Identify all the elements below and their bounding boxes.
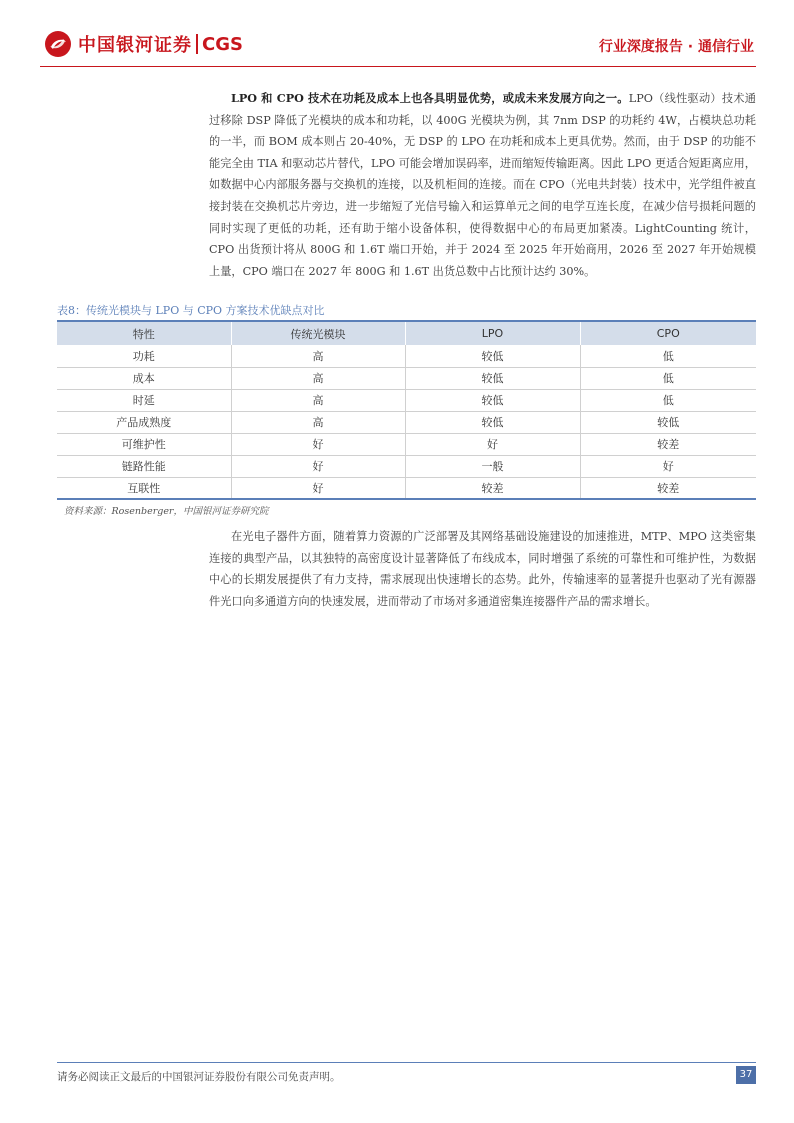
paragraph-body: LPO（线性驱动）技术通过移除 DSP 降低了光模块的成本和功耗，以 400G 光模块为例，其 7nm DSP 的功耗约 4W，占模块总功耗的一半，而 BOM 成本则占 20-40%，无 DSP 的 LPO 在功耗和成本上更具优势。然而，由于 DSP 的功能不能完全由 TIA 和驱动芯片替代，LPO 可能会增加误码率，进而缩短传输距离。因此 LPO 更适合短距离应用，如数据中心内部服务器与交换机的连接，以及机柜间的连接。而在 CPO（光电共封装）技术中，光学组件被直接封装在交换机芯片旁边，进一步缩短了光信号输入和运算单元之间的电学互连长度，在减少信号损耗问题的同时实现了更低的功耗，还有助于缩小设备体积，使得数据中心的布局更加紧凑。LightCounting 统计，CPO 出货预计将从 800G 和 1.6T 端口开始，并于 2024 至 2025 年开始商用，2026 至 2027 年开始规模上量，CPO 端口在 2027 年 800G 和 1.6T 出货总数中占比预计达约 30%。: [209, 92, 756, 278]
table-cell: 高: [231, 345, 405, 367]
header-cell: 传统光模块: [231, 321, 405, 345]
table-row: [57, 367, 756, 389]
company-logo: [44, 30, 243, 58]
report-type-label: 行业深度报告 · 通信行业: [598, 39, 754, 55]
header-cell: LPO: [405, 321, 580, 345]
table-row: [57, 411, 756, 433]
table-header-row: [57, 321, 756, 345]
paragraph-lpo-cpo: [209, 88, 756, 282]
header-divider: [40, 66, 756, 67]
table-cell: 一般: [405, 455, 580, 477]
page-number: 37: [736, 1066, 756, 1084]
header-cell: 特性: [57, 321, 231, 345]
table-cell: 低: [580, 367, 756, 389]
comparison-table: [57, 320, 756, 500]
table-cell: 可维护性: [57, 433, 231, 455]
table-cell: 较低: [405, 389, 580, 411]
table-cell: 较差: [580, 433, 756, 455]
page-header: [0, 0, 794, 72]
table-cell: 较差: [405, 477, 580, 499]
table-cell: 较低: [405, 345, 580, 367]
table-source-note: 资料来源：Rosenberger，中国银河证券研究院: [64, 506, 269, 517]
table-cell: 好: [231, 433, 405, 455]
footer-divider: [57, 1062, 756, 1063]
table-cell: 功耗: [57, 345, 231, 367]
table-row: [57, 389, 756, 411]
table-row: [57, 433, 756, 455]
table-cell: 高: [231, 367, 405, 389]
table-cell: 好: [231, 455, 405, 477]
table-title: 表8：传统光模块与 LPO 与 CPO 方案技术优缺点对比: [57, 304, 325, 317]
table-cell: 较低: [405, 411, 580, 433]
table-cell: 较低: [580, 411, 756, 433]
header-cell: CPO: [580, 321, 756, 345]
table-cell: 产品成熟度: [57, 411, 231, 433]
table-row: [57, 455, 756, 477]
table-cell: 链路性能: [57, 455, 231, 477]
galaxy-logo-icon: [44, 30, 72, 58]
footer-disclaimer: 请务必阅读正文最后的中国银河证券股份有限公司免责声明。: [57, 1071, 341, 1083]
table-cell: 好: [405, 433, 580, 455]
table-row: [57, 477, 756, 499]
table-cell: 高: [231, 411, 405, 433]
table-cell: 高: [231, 389, 405, 411]
table-cell: 时延: [57, 389, 231, 411]
table-cell: 成本: [57, 367, 231, 389]
table-cell: 低: [580, 345, 756, 367]
paragraph-lead-sentence: LPO 和 CPO 技术在功耗及成本上也各具明显优势，或成未来发展方向之一。: [231, 91, 629, 105]
logo-chinese-name: 中国银河证券: [78, 35, 192, 56]
logo-divider: [196, 34, 198, 54]
table-cell: 好: [580, 455, 756, 477]
table-cell: 低: [580, 389, 756, 411]
table-cell: 互联性: [57, 477, 231, 499]
paragraph-connectors: 在光电子器件方面，随着算力资源的广泛部署及其网络基础设施建设的加速推进，MTP、MPO 这类密集连接的典型产品，以其独特的高密度设计显著降低了布线成本，同时增强了系统的可靠性和可维护性，为数据中心的长期发展提供了有力支持，需求展现出快速增长的态势。此外，传输速率的显著提升也驱动了光有源器件光口向多通道方向的快速发展，进而带动了市场对多通道密集连接器件产品的需求增长。: [209, 530, 756, 608]
logo-english-name: CGS: [202, 33, 243, 55]
table-cell: 较差: [580, 477, 756, 499]
table-row: [57, 345, 756, 367]
table-cell: 较低: [405, 367, 580, 389]
table-cell: 好: [231, 477, 405, 499]
